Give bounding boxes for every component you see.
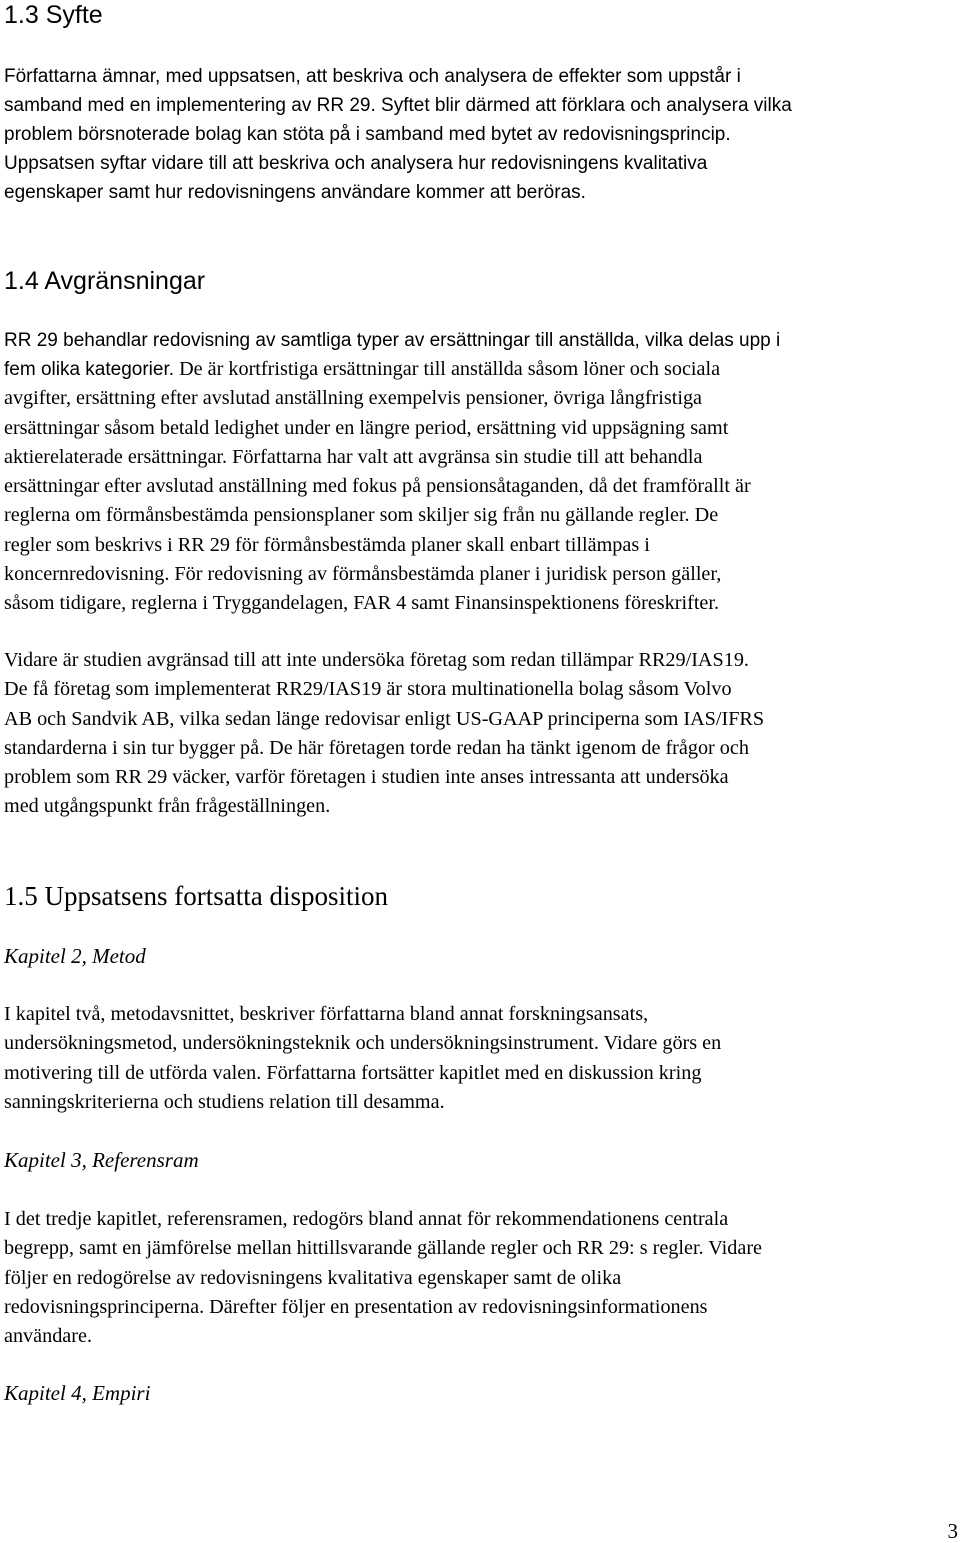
text-line: Vidare är studien avgränsad till att inte undersöka företag som redan tillämpar RR29/IAS19. [4, 649, 749, 671]
text-line: I det tredje kapitlet, referensramen, redogörs bland annat för rekommendationens centrala [4, 1208, 729, 1230]
avgransningar-paragraph-1 [4, 326, 780, 619]
text-line: standarderna i sin tur bygger på. De här företagen torde redan ha tänkt igenom de frågor och [4, 736, 749, 759]
text-line: användare. [4, 1325, 92, 1348]
text-line: regler som beskrivs i RR 29 för förmånsbestämda planer skall enbart tillämpas i [4, 533, 650, 556]
text-line: avgifter, ersättning efter avslutad anställning exempelvis pensioner, övriga långfristiga [4, 387, 702, 410]
text-line: samband med en implementering av RR 29. Syftet blir därmed att förklara och analysera vilka [4, 95, 792, 116]
text-line: begrepp, samt en jämförelse mellan hittillsvarande gällande regler och RR 29: s regler. Vidare [4, 1237, 762, 1260]
text-line: sanningskriterierna och studiens relation till desamma. [4, 1090, 445, 1113]
text-line: problem som RR 29 väcker, varför företagen i studien inte anses intressanta att undersöka [4, 766, 729, 789]
section-heading-avgransningar: 1.4 Avgränsningar [4, 267, 206, 295]
kapitel-2-paragraph [4, 1000, 721, 1117]
text-line: ersättningar såsom betald ledighet under en längre period, ersättning vid uppsägning samt [4, 416, 729, 439]
text-line: undersökningsmetod, undersökningsteknik och undersökningsinstrument. Vidare görs en [4, 1032, 722, 1055]
text-line: De få företag som implementerat RR29/IAS19 är stora multinationella bolag såsom Volvo [4, 678, 732, 701]
section-heading-syfte: 1.3 Syfte [4, 1, 103, 29]
subheading-kapitel-3: Kapitel 3, Referensram [4, 1148, 199, 1172]
page-number: 3 [947, 1519, 958, 1543]
text-line: I kapitel två, metodavsnittet, beskriver författarna bland annat forskningsansats, [4, 1003, 649, 1025]
text-fragment: De är kortfristiga ersättningar till anställda såsom löner och sociala [174, 358, 721, 380]
text-line: RR 29 behandlar redovisning av samtliga typer av ersättningar till anställda, vilka delas upp i [4, 330, 781, 351]
subheading-kapitel-2: Kapitel 2, Metod [4, 944, 146, 968]
text-line: ersättningar efter avslutad anställning med fokus på pensionsåtaganden, då det framförallt är [4, 475, 751, 498]
section-heading-disposition: 1.5 Uppsatsens fortsatta disposition [4, 881, 388, 911]
text-line: Författarna ämnar, med uppsatsen, att beskriva och analysera de effekter som uppstår i [4, 66, 741, 87]
text-line: Uppsatsen syftar vidare till att beskriva och analysera hur redovisningens kvalitativa [4, 153, 708, 174]
kapitel-3-paragraph [4, 1205, 762, 1351]
text-line: med utgångspunkt från frågeställningen. [4, 795, 331, 818]
text-line: egenskaper samt hur redovisningens användare kommer att beröras. [4, 182, 586, 203]
text-fragment: fem olika kategorier. [4, 359, 175, 380]
text-line: motivering till de utförda valen. Författarna fortsätter kapitlet med en diskussion kring [4, 1061, 702, 1084]
text-line [4, 355, 780, 384]
text-line: AB och Sandvik AB, vilka sedan länge redovisar enligt US-GAAP principerna som IAS/IFRS [4, 707, 765, 730]
serif-lines [4, 384, 780, 618]
text-line: reglerna om förmånsbestämda pensionsplaner som skiljer sig från nu gällande regler. De [4, 504, 719, 527]
text-line: såsom tidigare, reglerna i Tryggandelagen, FAR 4 samt Finansinspektionens föreskrifter. [4, 592, 720, 615]
text-line: problem börsnoterade bolag kan stöta på i samband med bytet av redovisningsprincip. [4, 124, 731, 145]
text-line: följer en redogörelse av redovisningens kvalitativa egenskaper samt de olika [4, 1266, 622, 1289]
subheading-kapitel-4: Kapitel 4, Empiri [4, 1381, 151, 1405]
avgransningar-paragraph-2 [4, 646, 764, 822]
syfte-paragraph [4, 62, 792, 207]
text-line: koncernredovisning. För redovisning av förmånsbestämda planer i juridisk person gäller, [4, 563, 722, 586]
text-line: aktierelaterade ersättningar. Författarna har valt att avgränsa sin studie till att behandla [4, 445, 703, 468]
text-line: redovisningsprinciperna. Därefter följer en presentation av redovisningsinformationens [4, 1295, 708, 1318]
